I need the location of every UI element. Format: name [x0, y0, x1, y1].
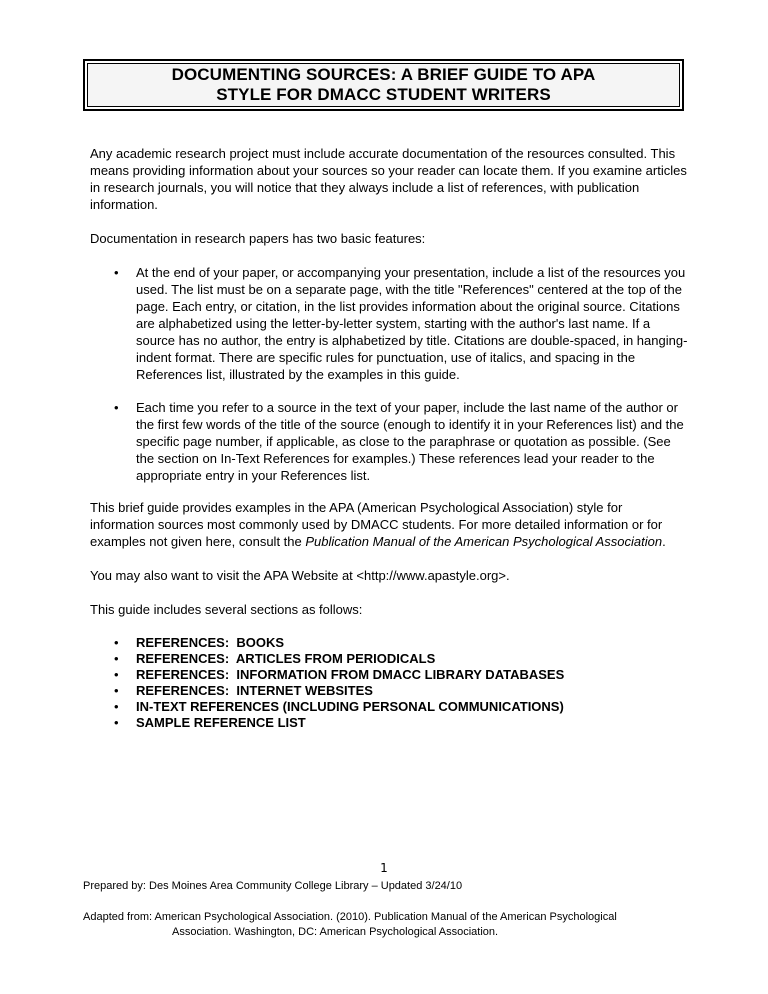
prepared-by-footer: Prepared by: Des Moines Area Community College Library – Updated 3/24/10	[83, 880, 463, 892]
publication-manual-title: Publication Manual of the American Psychological Association	[305, 534, 663, 549]
section-label: REFERENCES: BOOKS	[136, 635, 285, 650]
list-item	[114, 264, 690, 383]
bullet-icon: •	[114, 667, 119, 682]
adapted-from-footer	[83, 910, 703, 940]
section-label: IN-TEXT REFERENCES (INCLUDING PERSONAL COMMUNICATIONS)	[136, 699, 564, 714]
guide-end: .	[662, 534, 666, 549]
adapted-line-1: Adapted from: American Psychological Association. (2010). Publication Manual of the American Psychological	[83, 911, 617, 923]
sections-intro: This guide includes several sections as follows:	[90, 602, 363, 617]
website-paragraph: You may also want to visit the APA Website at <http://www.apastyle.org>.	[90, 568, 510, 583]
page-number: 1	[380, 861, 388, 875]
feature-text: At the end of your paper, or accompanying your presentation, include a list of the resources you used. The list must be on a separate page, with the title "References" centered at the top of the page. Each entry, or citation, in the list provides information about the original source. Citations are alphabetized using the letter-by-letter system, starting with the author's last name. If a source has no author, the entry is alphabetized by title. Citations are double-spaced, in hanging-indent format. There are specific rules for punctuation, use of italics, and spacing in the References list, illustrated by the examples in this guide.	[136, 265, 688, 382]
bullet-icon: •	[114, 265, 119, 280]
bullet-icon: •	[114, 683, 119, 698]
intro-paragraph: Any academic research project must include accurate documentation of the resources consulted. This means providing information about your sources so your reader can locate them. If you examine articles in research journals, you will notice that they always include a list of references, with publication information.	[90, 146, 687, 212]
section-label: REFERENCES: INTERNET WEBSITES	[136, 683, 373, 698]
list-item	[114, 699, 690, 715]
title-line-2: STYLE FOR DMACC STUDENT WRITERS	[216, 85, 551, 104]
guide-text: This brief guide provides examples in the APA (American Psychological Association) style for information sources most commonly used by DMACC students. For more detailed information or for examples not given here, consult the	[90, 500, 663, 549]
list-item	[114, 683, 690, 699]
guide-paragraph	[90, 499, 690, 550]
bullet-icon: •	[114, 715, 119, 730]
list-item	[114, 399, 690, 484]
adapted-line-2: Association. Washington, DC: American Psychological Association.	[172, 926, 499, 938]
list-item	[114, 715, 690, 731]
document-body	[90, 145, 690, 731]
bullet-icon: •	[114, 699, 119, 714]
bullet-icon: •	[114, 400, 119, 415]
bullet-icon: •	[114, 651, 119, 666]
section-label: SAMPLE REFERENCE LIST	[136, 715, 306, 730]
bullet-icon: •	[114, 635, 119, 650]
list-item	[114, 635, 690, 651]
document-title-box	[83, 59, 684, 111]
section-label: REFERENCES: INFORMATION FROM DMACC LIBRARY DATABASES	[136, 667, 565, 682]
list-item	[114, 651, 690, 667]
features-list	[90, 264, 690, 484]
sections-list	[90, 635, 690, 731]
feature-text: Each time you refer to a source in the text of your paper, include the last name of the author or the first few words of the title of the source (enough to identify it in your References list) and the specific page number, if applicable, as close to the paraphrase or quotation as possible. (See the section on In-Text References for examples.) These references lead your reader to the appropriate entry in your References list.	[136, 400, 684, 483]
section-label: REFERENCES: ARTICLES FROM PERIODICALS	[136, 651, 436, 666]
title-line-1: DOCUMENTING SOURCES: A BRIEF GUIDE TO APA	[171, 65, 596, 84]
list-item	[114, 667, 690, 683]
features-intro: Documentation in research papers has two basic features:	[90, 231, 426, 246]
